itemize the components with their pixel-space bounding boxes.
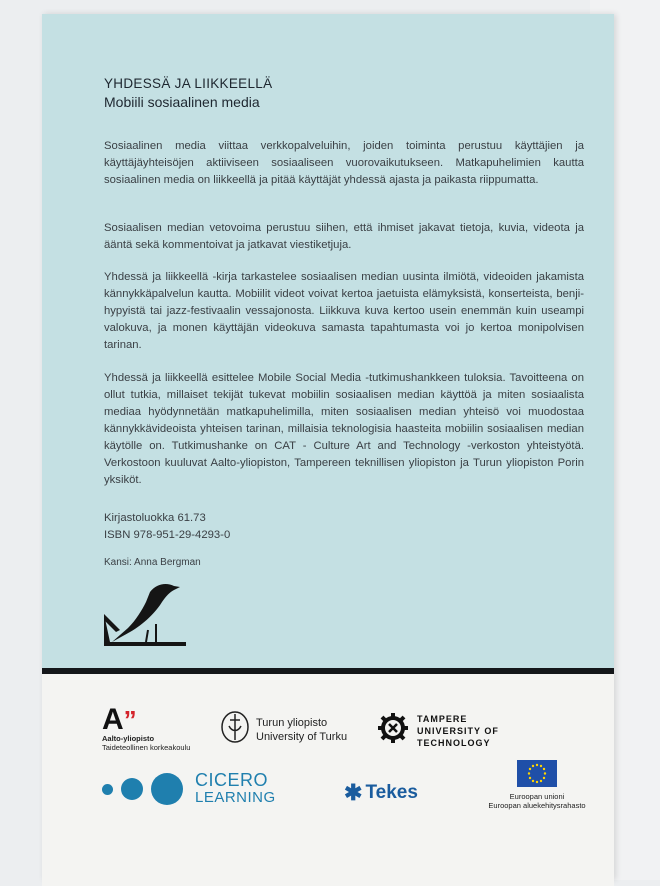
aalto-logo xyxy=(102,703,191,752)
blurb-paragraph-3: Yhdessä ja liikkeellä -kirja tarkastelee sosiaalisen median uusinta ilmiötä, videoiden jakamista kännykkäpalvelun kautta. Mobiilit videot voivat kertoa jaetuista elämyksistä, konserteista, benji-hypyistä tai jazz-festivaalin vessajonosta. Liikkuva kuva kertoo usein enemmän kuin useampi valokuva, ja monen käyttäjän videokuva samasta tapahtumasta voi jo kertoa monipolvisen tarinan. xyxy=(104,271,584,351)
tampere-line-3: TECHNOLOGY xyxy=(417,737,491,748)
book-title: YHDESSÄ JA LIIKKEELLÄ xyxy=(104,76,273,91)
cicero-name: CICERO xyxy=(195,770,269,790)
cicero-subname: LEARNING xyxy=(195,789,276,806)
tampere-logo xyxy=(377,712,499,749)
blurb-paragraph-1: Sosiaalinen media viittaa verkkopalveluihin, joiden toiminta perustuu käyttäjien ja käyttäjäyhteisöjen aktiiviseen sosiaaliseen vuorovaikutukseen. Matkapuhelimien kautta sosiaalinen media on liikkeellä ja pitää käyttäjät yhdessä ajasta ja paikasta riippumatta. xyxy=(104,140,584,186)
aalto-logo-icon: A” xyxy=(102,703,137,736)
tampere-line-2: UNIVERSITY OF xyxy=(417,725,499,736)
sponsor-logo-panel xyxy=(42,668,614,886)
aalto-school: Taideteollinen korkeakoulu xyxy=(102,743,191,752)
classification-text: Kirjastoluokka 61.73 xyxy=(104,512,206,524)
cover-credit: Kansi: Anna Bergman xyxy=(104,557,201,568)
turku-name-en: University of Turku xyxy=(256,730,348,743)
torch-emblem-icon xyxy=(220,710,250,749)
three-dots-icon xyxy=(102,773,183,805)
isbn-text: ISBN 978-951-29-4293-0 xyxy=(104,529,231,541)
crow-logo-icon xyxy=(100,570,190,655)
blurb-paragraph-2: Sosiaalisen median vetovoima perustuu siihen, että ihmiset jakavat tietoja, kuvia, videota ja ääntä sekä kommentoivat ja jatkavat viestiketjuja. xyxy=(104,222,584,251)
eu-fund-name: Euroopan aluekehitysrahasto xyxy=(488,801,586,810)
tekes-name: Tekes xyxy=(365,782,418,803)
eu-logo xyxy=(482,760,592,810)
blurb-paragraph-4: Yhdessä ja liikkeellä esittelee Mobile Social Media -tutkimushankkeen tuloksia. Tavoitteena on ollut tutkia, millaiset tekijät tukevat mobiilin sosiaalisen median käyttöä ja miten sosiaalista mediaa hyödynnetään matkapuhelimilla, miten sosiaalisen median yhteisö voi muodostaa kännykkävideoista yhteisen tarinan, millaisia teknologisia haasteita mobiilin sosiaalisen median käytölle on. Tutkimushanke on CAT - Culture Art and Technology -verkoston yhteistyötä. Verkostoon kuuluvat Aalto-yliopiston, Tampereen teknillisen yliopiston ja Turun yliopiston Porin yksiköt. xyxy=(104,372,584,486)
eu-flag-icon xyxy=(517,760,557,792)
eu-name: Euroopan unioni xyxy=(509,792,565,801)
book-subtitle: Mobiili sosiaalinen media xyxy=(104,94,260,110)
tekes-logo xyxy=(344,782,418,804)
cicero-logo xyxy=(102,772,276,806)
aalto-name: Aalto-yliopisto xyxy=(102,734,155,743)
gear-emblem-icon xyxy=(377,712,409,749)
asterisk-icon: ✱ xyxy=(344,780,363,805)
turku-name-fi: Turun yliopisto xyxy=(256,716,328,729)
tampere-line-1: TAMPERE xyxy=(417,713,468,724)
book-back-cover xyxy=(42,14,614,880)
turku-logo xyxy=(220,710,347,749)
